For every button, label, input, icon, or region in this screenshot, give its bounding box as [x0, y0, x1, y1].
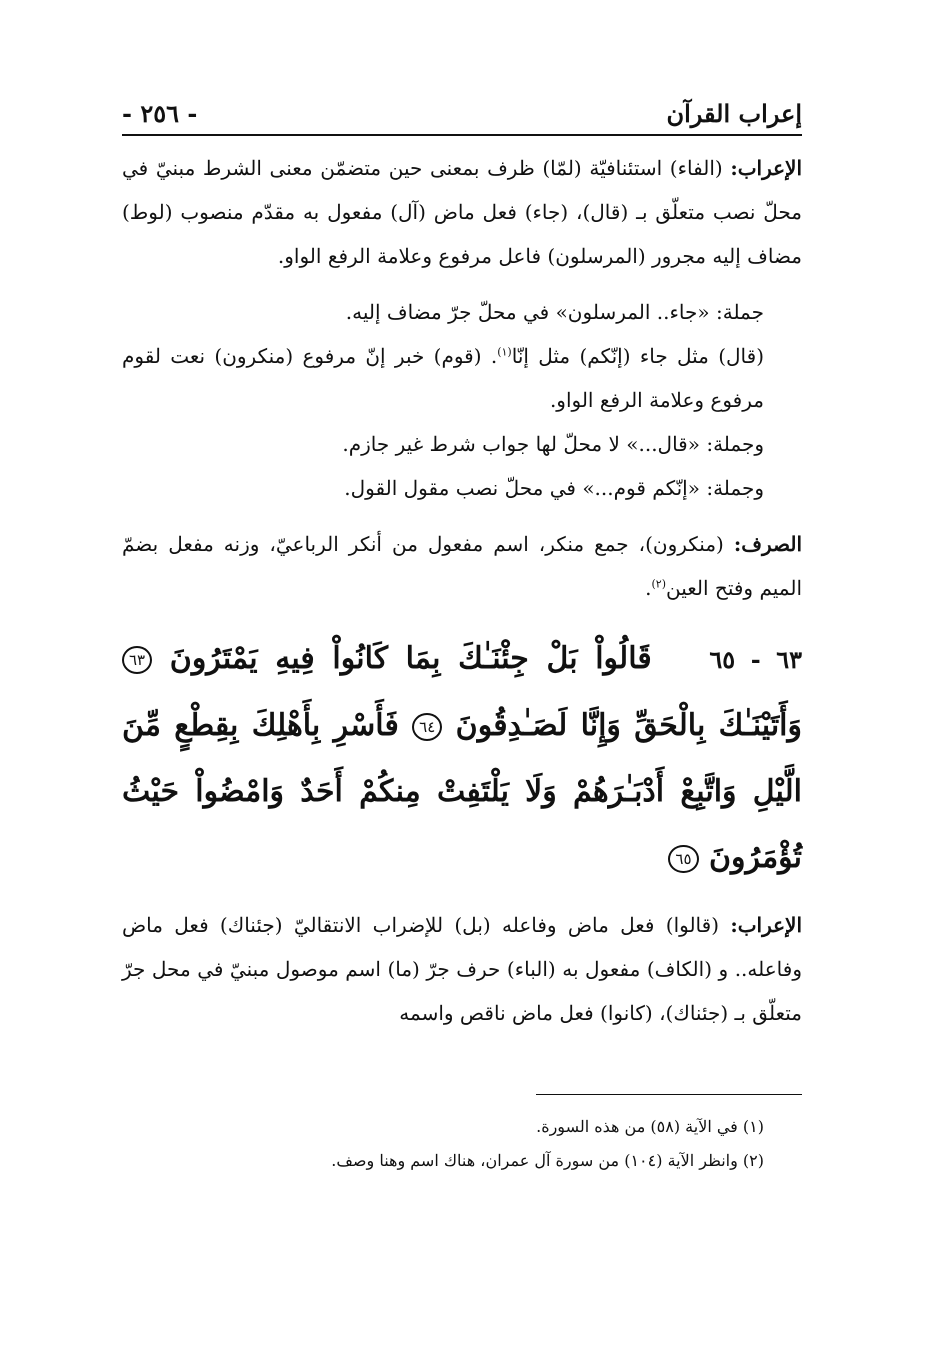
- jumla-line-3: وجملة: «إنّكم قوم...» في محلّ نصب مقول القول.: [344, 476, 764, 500]
- ayah-end-marker-63: ٦٣: [122, 646, 152, 674]
- footnote-divider: [536, 1094, 802, 1095]
- page-number: - ٢٥٦ -: [122, 99, 198, 128]
- page-title: إعراب القرآن: [666, 99, 802, 128]
- sarf-end: .: [645, 576, 652, 600]
- ayah-end-marker-65: ٦٥: [668, 845, 698, 873]
- footnote-2: (٢) وانظر الآية (١٠٤) من سورة آل عمران، هناك اسم وهنا وصف.: [331, 1151, 764, 1170]
- jumla-line-2: وجملة: «قال...» لا محلّ لها جواب شرط غير جازم.: [342, 432, 764, 456]
- irab-label: الإعراب:: [730, 156, 803, 180]
- jumla-line-1: جملة: «جاء.. المرسلون» في محلّ جرّ مضاف إليه.: [345, 300, 764, 324]
- verse-number: ٦٣ - ٦٥: [709, 645, 802, 674]
- verse-text-65: فَأَسْرِ بِأَهْلِكَ بِقِطْعٍ مِّنَ الَّيْلِ وَاتَّبِعْ أَدْبَـٰرَهُمْ وَلَا يَلْتَفِتْ مِنكُمْ أَحَدٌ وَامْضُواْ حَيْثُ تُؤْمَرُونَ: [122, 708, 802, 875]
- sarf-label: الصرف:: [733, 532, 803, 556]
- quran-verse-block: [122, 626, 802, 891]
- footnote-1: (١) في الآية (٥٨) من هذه السورة.: [536, 1117, 764, 1136]
- sarf-paragraph: [122, 522, 802, 610]
- irab-label-2: الإعراب:: [730, 913, 803, 937]
- main-content: [122, 146, 802, 1035]
- footnotes: [122, 1110, 802, 1178]
- qala-text-b: . (قوم) خبر إنّ مرفوع (منكرون) نعت لقوم مرفوع وعلامة الرفع الواو.: [122, 344, 764, 412]
- footnote-ref-1[interactable]: (١): [497, 345, 512, 359]
- irab-paragraph-1: [122, 146, 802, 278]
- verse-text-63: قَالُواْ بَلْ جِئْنَـٰكَ بِمَا كَانُواْ فِيهِ يَمْتَرُونَ: [169, 641, 652, 676]
- verse-text-64: وَأَتَيْنَـٰكَ بِالْحَقِّ وَإِنَّا لَصَـٰدِقُونَ: [455, 708, 802, 743]
- qala-text-a: (قال) مثل جاء (إنّكم) مثل إنّا: [511, 344, 764, 368]
- page-header: [122, 84, 802, 136]
- irab-text: (الفاء) استئنافيّة (لمّا) ظرف بمعنى حين متضمّن معنى الشرط مبنيّ في محلّ نصب متعلّق بـ (قال)، (جاء) فعل ماض (آل) مفعول به مقدّم منصوب (لوط) مضاف إليه مجرور (المرسلون) فاعل مرفوع وعلامة الرفع الواو.: [122, 156, 802, 268]
- irab-text-2: (قالوا) فعل ماض وفاعله (بل) للإضراب الانتقاليّ (جئناك) فعل ماض وفاعله.. و (الكاف) مفعول به (الباء) حرف جرّ (ما) اسم موصول مبنيّ في محل جرّ متعلّق بـ (جئناك)، (كانوا) فعل ماض ناقص واسمه: [122, 913, 802, 1025]
- sarf-text: (منكرون)، جمع منكر، اسم مفعول من أنكر الرباعيّ، وزنه مفعل بضمّ الميم وفتح العين: [122, 532, 802, 600]
- footnote-ref-2[interactable]: (٢): [651, 577, 666, 591]
- irab-paragraph-2: [122, 903, 802, 1035]
- ayah-end-marker-64: ٦٤: [412, 713, 442, 741]
- qala-paragraph: [122, 334, 802, 422]
